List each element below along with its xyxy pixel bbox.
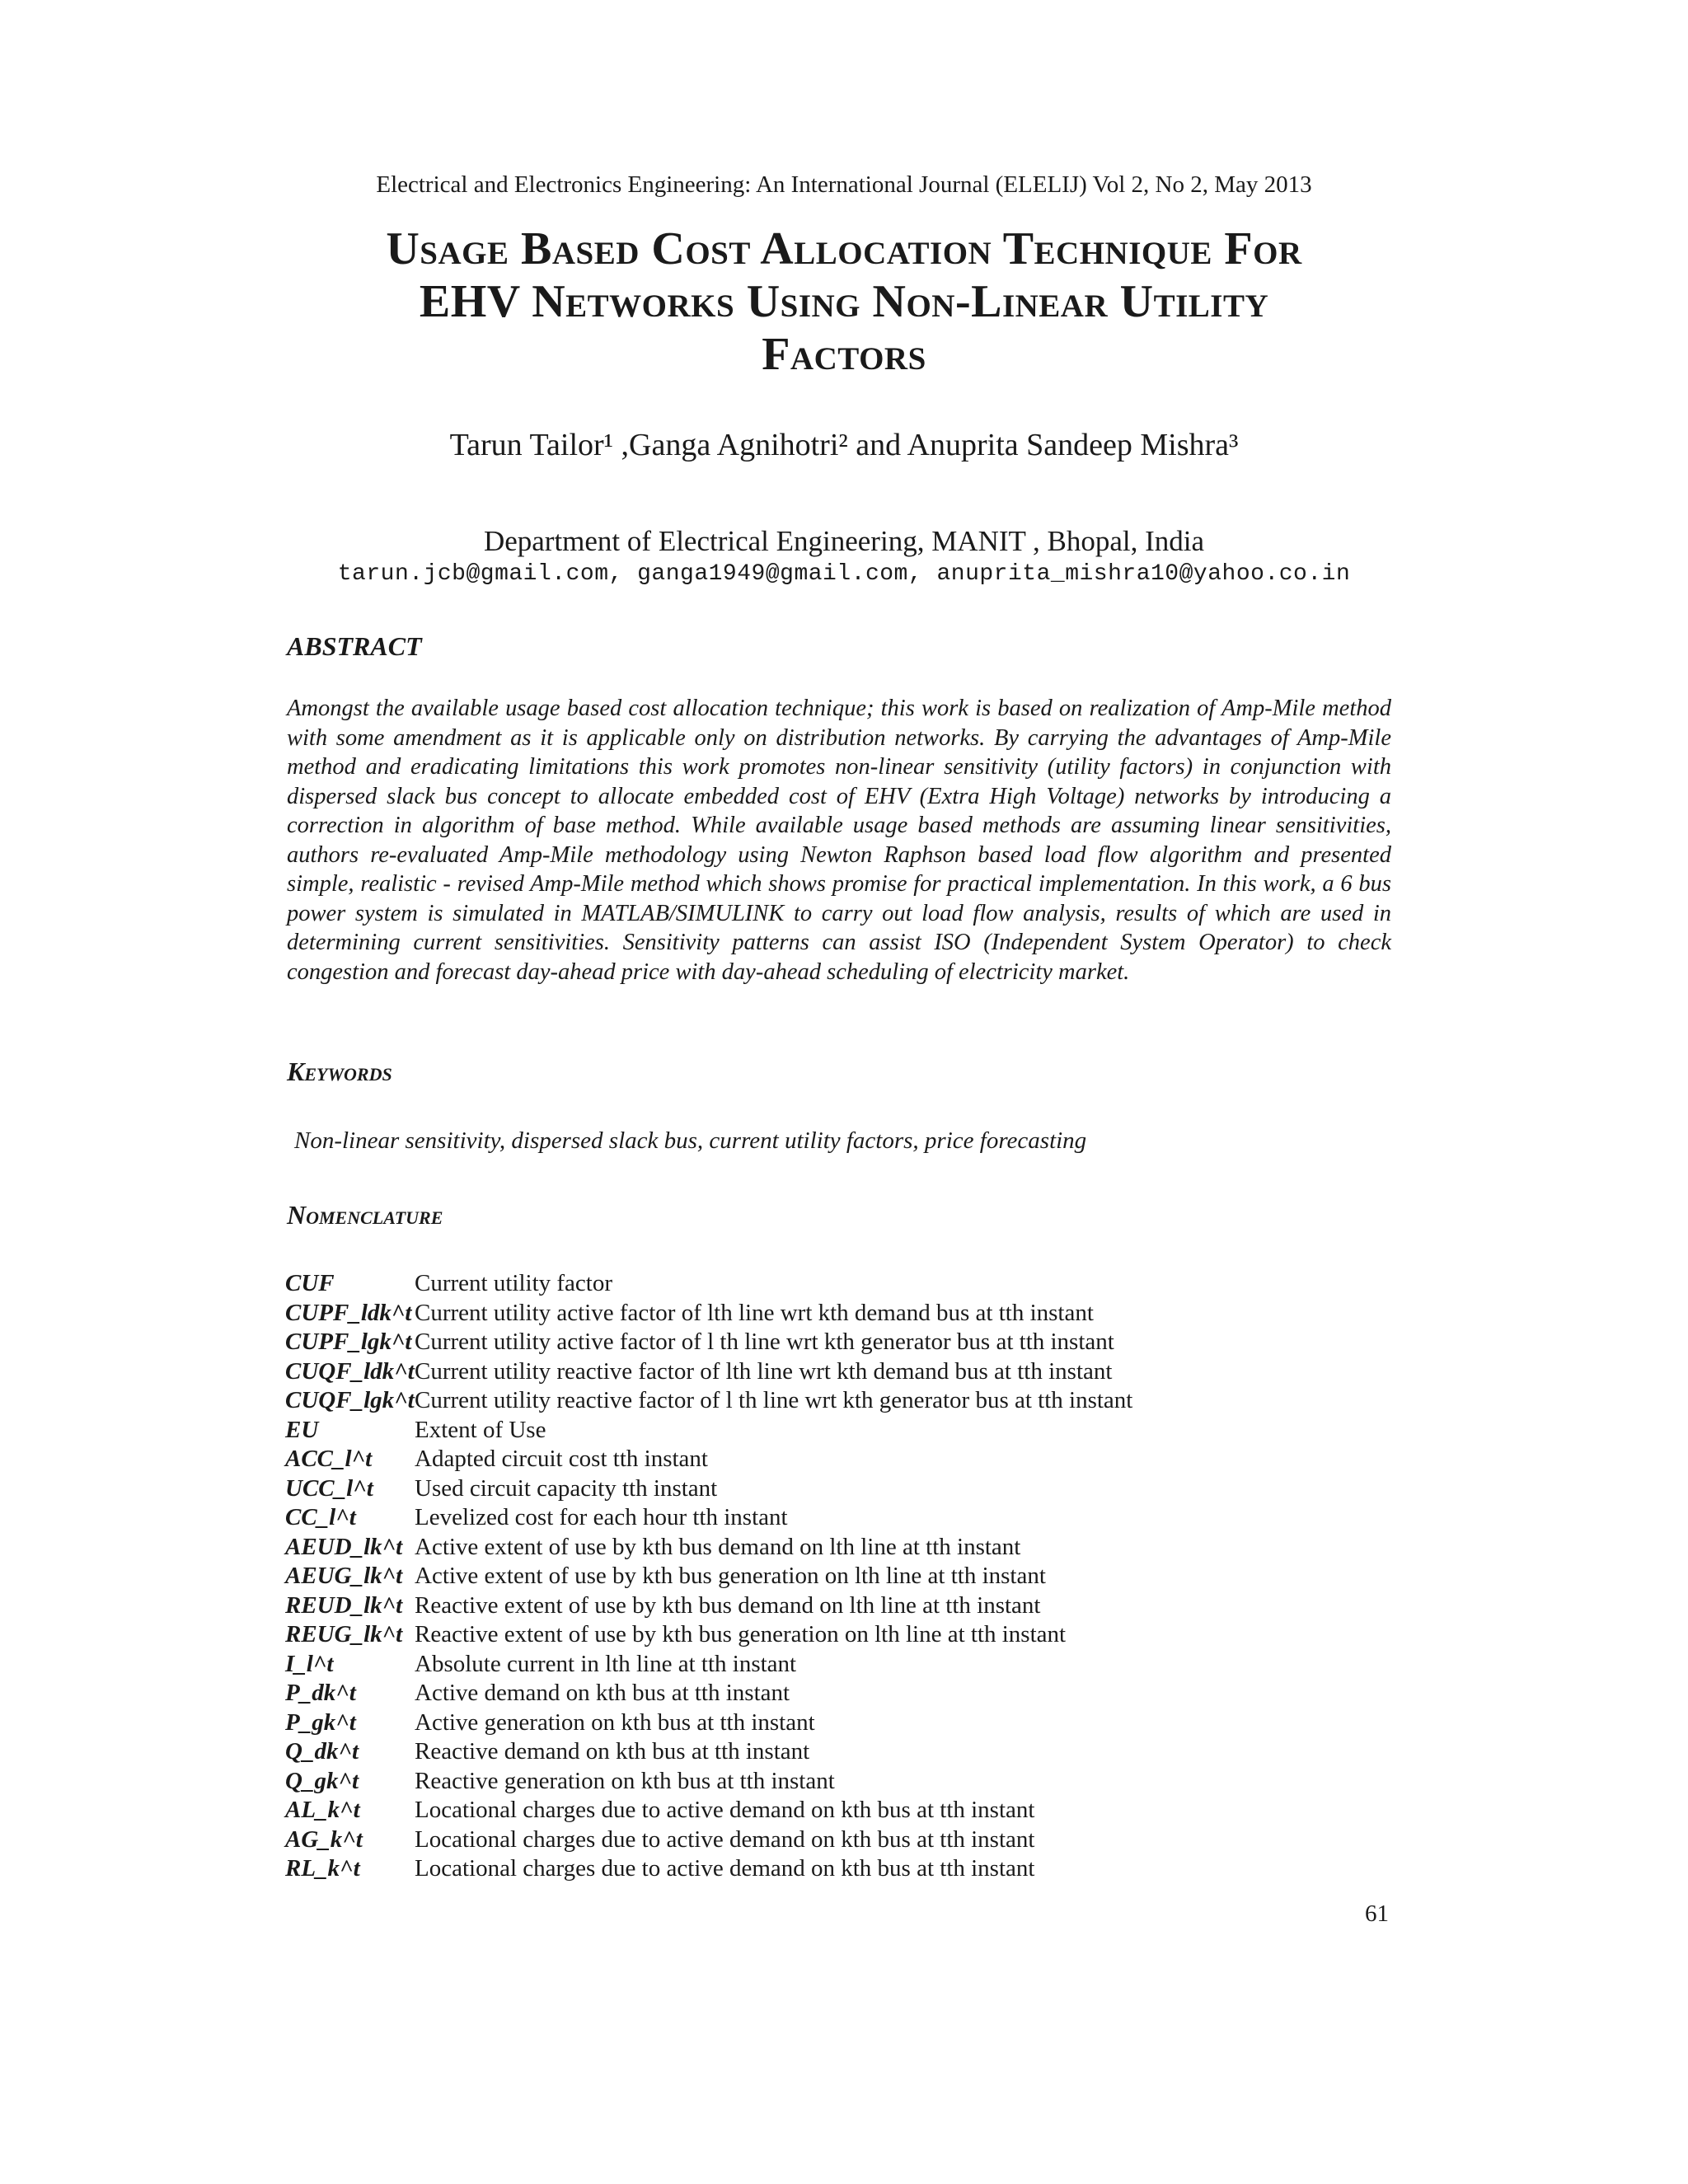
abstract-heading: ABSTRACT bbox=[287, 631, 422, 661]
nomenclature-symbol: Q_gk^t bbox=[285, 1767, 359, 1794]
nomenclature-description: Current utility reactive factor of l th line wrt kth generator bus at tth instant bbox=[415, 1387, 1133, 1413]
nomenclature-description: Current utility active factor of lth line wrt kth demand bus at tth instant bbox=[415, 1299, 1094, 1326]
nomenclature-symbol: CC_l^t bbox=[285, 1504, 356, 1530]
nomenclature-row bbox=[285, 1737, 1439, 1767]
nomenclature-row bbox=[285, 1533, 1439, 1563]
nomenclature-symbol: REUG_lk^t bbox=[285, 1621, 403, 1647]
nomenclature-description: Locational charges due to active demand on kth bus at tth instant bbox=[415, 1855, 1035, 1882]
nomenclature-row bbox=[285, 1562, 1439, 1591]
nomenclature-symbol: AG_k^t bbox=[285, 1825, 363, 1853]
nomenclature-row bbox=[285, 1796, 1439, 1825]
nomenclature-row bbox=[285, 1269, 1439, 1299]
nomenclature-row bbox=[285, 1708, 1439, 1738]
paper-title bbox=[0, 223, 1688, 381]
nomenclature-symbol: CUPF_lgk^t bbox=[285, 1329, 412, 1355]
nomenclature-row bbox=[285, 1445, 1439, 1474]
nomenclature-description: Active generation on kth bus at tth instant bbox=[415, 1708, 815, 1736]
nomenclature-row bbox=[285, 1854, 1439, 1884]
nomenclature-row bbox=[285, 1679, 1439, 1708]
nomenclature-description: Reactive extent of use by kth bus generation on lth line at tth instant bbox=[415, 1621, 1067, 1647]
nomenclature-symbol: UCC_l^t bbox=[285, 1474, 373, 1502]
authors: Tarun Tailor¹ ,Ganga Agnihotri² and Anuprita Sandeep Mishra³ bbox=[449, 428, 1239, 462]
nomenclature-row bbox=[285, 1299, 1439, 1329]
nomenclature-description: Locational charges due to active demand on kth bus at tth instant bbox=[415, 1797, 1035, 1823]
nomenclature-row bbox=[285, 1474, 1439, 1504]
nomenclature-row bbox=[285, 1767, 1439, 1797]
nomenclature-symbol: Q_dk^t bbox=[285, 1738, 359, 1765]
nomenclature-symbol: AEUD_lk^t bbox=[285, 1533, 403, 1560]
nomenclature-list bbox=[285, 1269, 1439, 1884]
nomenclature-description: Reactive extent of use by kth bus demand on lth line at tth instant bbox=[415, 1591, 1041, 1619]
nomenclature-symbol: I_l^t bbox=[285, 1650, 334, 1677]
nomenclature-symbol: REUD_lk^t bbox=[285, 1591, 403, 1619]
nomenclature-symbol: RL_k^t bbox=[285, 1855, 360, 1882]
nomenclature-symbol: AL_k^t bbox=[285, 1797, 360, 1823]
nomenclature-symbol: EU bbox=[285, 1416, 319, 1443]
nomenclature-symbol: P_gk^t bbox=[285, 1708, 356, 1736]
nomenclature-description: Adapted circuit cost tth instant bbox=[415, 1446, 708, 1472]
nomenclature-symbol: CUQF_lgk^t bbox=[285, 1387, 415, 1413]
abstract-text: Amongst the available usage based cost allocation technique; this work is based on realization of Amp-Mile method with some amendment as it is applicable only on distribution networks. By carrying the advantages of Amp-Mile method and eradicating limitations this work promotes non-linear sensitivity (utility factors) in conjunction with dispersed slack bus concept to allocate embedded cost of EHV (Extra High Voltage) networks by introducing a correction in algorithm of base method. While available usage based methods are assuming linear sensitivities, authors re-evaluated Amp-Mile methodology using Newton Raphson based load flow algorithm and presented simple, realistic - revised Amp-Mile method which shows promise for practical implementation. In this work, a 6 bus power system is simulated in MATLAB/SIMULINK to carry out load flow analysis, results of which are used in determining current sensitivities. Sensitivity patterns can assist ISO (Independent System Operator) to check congestion and forecast day-ahead price with day-ahead scheduling of electricity market. bbox=[287, 696, 1391, 985]
nomenclature-row bbox=[285, 1357, 1439, 1387]
nomenclature-row bbox=[285, 1591, 1439, 1621]
nomenclature-symbol: P_dk^t bbox=[285, 1680, 356, 1706]
nomenclature-description: Current utility reactive factor of lth line wrt kth demand bus at tth instant bbox=[415, 1357, 1113, 1385]
title-line: Usage Based Cost Allocation Technique For bbox=[386, 223, 1302, 274]
nomenclature-description: Reactive generation on kth bus at tth instant bbox=[415, 1767, 835, 1794]
nomenclature-row bbox=[285, 1825, 1439, 1855]
affiliation: Department of Electrical Engineering, MANIT , Bhopal, India bbox=[483, 525, 1205, 557]
nomenclature-row bbox=[285, 1328, 1439, 1357]
nomenclature-description: Absolute current in lth line at tth instant bbox=[415, 1650, 797, 1677]
nomenclature-description: Active extent of use by kth bus demand on lth line at tth instant bbox=[415, 1533, 1021, 1560]
keywords-text: Non-linear sensitivity, dispersed slack bus, current utility factors, price forecasting bbox=[294, 1127, 1087, 1154]
journal-header: Electrical and Electronics Engineering: An International Journal (ELELIJ) Vol 2, No 2, May 2013 bbox=[376, 171, 1312, 198]
nomenclature-description: Active extent of use by kth bus generation on lth line at tth instant bbox=[415, 1563, 1046, 1589]
nomenclature-description: Current utility active factor of l th line wrt kth generator bus at tth instant bbox=[415, 1329, 1114, 1355]
nomenclature-symbol: CUF bbox=[285, 1270, 335, 1296]
nomenclature-description: Reactive demand on kth bus at tth instant bbox=[415, 1738, 810, 1765]
nomenclature-description: Extent of Use bbox=[415, 1416, 546, 1443]
nomenclature-symbol: CUQF_ldk^t bbox=[285, 1357, 415, 1385]
page-number: 61 bbox=[1365, 1900, 1389, 1927]
nomenclature-description: Levelized cost for each hour tth instant bbox=[415, 1504, 788, 1530]
nomenclature-row bbox=[285, 1620, 1439, 1650]
title-line: EHV Networks Using Non-Linear Utility bbox=[419, 276, 1269, 327]
nomenclature-symbol: AEUG_lk^t bbox=[285, 1563, 403, 1589]
nomenclature-row bbox=[285, 1386, 1439, 1416]
nomenclature-row bbox=[285, 1650, 1439, 1680]
nomenclature-description: Active demand on kth bus at tth instant bbox=[415, 1680, 790, 1706]
nomenclature-description: Used circuit capacity tth instant bbox=[415, 1474, 718, 1502]
nomenclature-description: Current utility factor bbox=[415, 1270, 612, 1296]
nomenclature-description: Locational charges due to active demand on kth bus at tth instant bbox=[415, 1825, 1035, 1853]
author-emails: tarun.jcb@gmail.com, ganga1949@gmail.com, anuprita_mishra10@yahoo.co.in bbox=[337, 561, 1351, 587]
nomenclature-row bbox=[285, 1416, 1439, 1446]
nomenclature-row bbox=[285, 1503, 1439, 1533]
nomenclature-heading: Nomenclature bbox=[287, 1200, 443, 1230]
nomenclature-symbol: CUPF_ldk^t bbox=[285, 1299, 412, 1326]
keywords-heading: Keywords bbox=[287, 1057, 392, 1086]
title-line: Factors bbox=[762, 329, 926, 380]
nomenclature-symbol: ACC_l^t bbox=[285, 1446, 373, 1472]
